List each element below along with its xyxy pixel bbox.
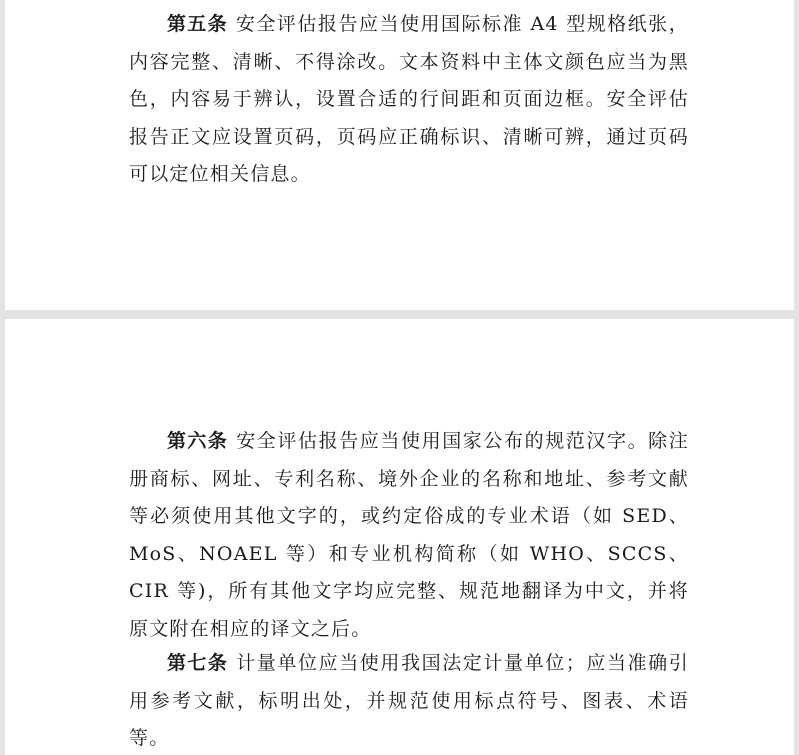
document-page-bottom	[5, 319, 794, 755]
article-7-heading: 第七条	[167, 652, 229, 674]
article-6-paragraph	[129, 423, 689, 648]
article-5-body: 安全评估报告应当使用国际标准 A4 型规格纸张，内容完整、清晰、不得涂改。文本资料中主体文颜色应当为黑色，内容易于辨认，设置合适的行间距和页面边框。安全评估报告正文应设置页码，页码应正确标识、清晰可辨，通过页码可以定位相关信息。	[129, 13, 689, 185]
article-7-body: 计量单位应当使用我国法定计量单位；应当准确引用参考文献，标明出处，并规范使用标点符号、图表、术语等。	[129, 652, 689, 749]
article-6	[129, 423, 689, 648]
article-5	[129, 6, 689, 194]
article-5-heading: 第五条	[167, 13, 228, 35]
document-page-top	[5, 0, 794, 310]
article-6-heading: 第六条	[167, 430, 229, 452]
article-7-paragraph	[129, 645, 689, 755]
article-6-body: 安全评估报告应当使用国家公布的规范汉字。除注册商标、网址、专利名称、境外企业的名称和地址、参考文献等必须使用其他文字的，或约定俗成的专业术语（如 SED、MoS、NOAEL 等）和专业机构简称（如 WHO、SCCS、CIR 等)，所有其他文字均应完整、规范地翻译为中文，并将原文附在相应的译文之后。	[129, 430, 689, 640]
article-5-paragraph	[129, 6, 689, 194]
article-7	[129, 645, 689, 755]
